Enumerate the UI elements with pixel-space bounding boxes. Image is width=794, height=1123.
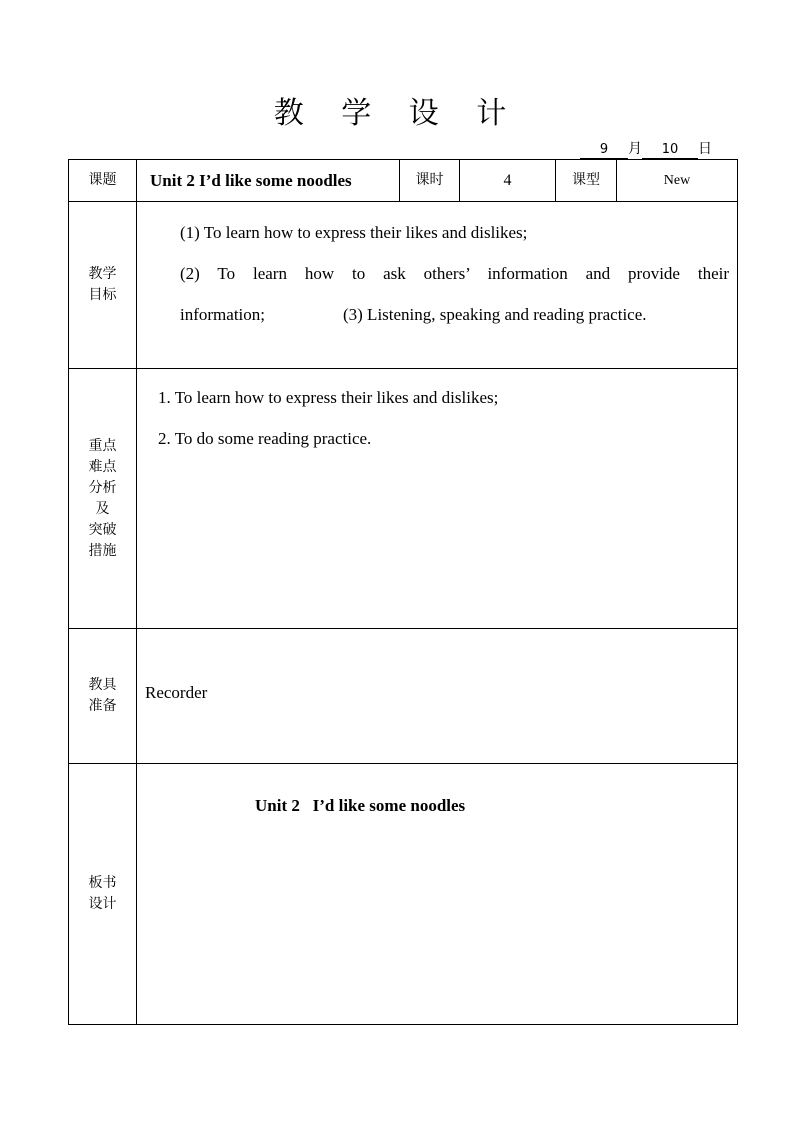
key-points-label-line: 突破 [88, 521, 117, 538]
board-cell [137, 764, 738, 1025]
goal-line: (1) To learn how to express their likes and dislikes; [180, 223, 528, 242]
period-value: 4 [460, 160, 556, 202]
tools-label [69, 629, 137, 764]
goal-line-part: information; [180, 305, 265, 324]
board-title: Unit 2 I’d like some noodles [255, 796, 466, 815]
board-row [69, 764, 738, 1025]
key-point-item: 1. To learn how to express their likes and dislikes; [158, 388, 499, 407]
key-points-label-line: 分析 [88, 479, 117, 496]
key-points-label-line: 重点 [88, 437, 117, 454]
type-label: 课型 [556, 160, 617, 202]
goals-label [69, 202, 137, 369]
topic-label: 课题 [69, 160, 137, 202]
tools-cell [137, 629, 738, 764]
goal-line [180, 294, 729, 335]
goal-line: (2) To learn how to ask others’ information and provide their [180, 264, 729, 283]
tools-label-line: 教具 [88, 677, 117, 693]
goals-label-line: 目标 [88, 287, 117, 303]
topic-value: Unit 2 I’d like some noodles [137, 160, 400, 202]
key-points-list [158, 377, 498, 459]
goal-line-part: (3) Listening, speaking and reading practice. [342, 305, 647, 324]
goals-label-line: 教学 [88, 266, 117, 282]
board-label-line: 板书 [88, 875, 117, 891]
key-points-cell [137, 369, 738, 629]
board-label [69, 764, 137, 1025]
lesson-plan-table [68, 159, 738, 1025]
period-label: 课时 [400, 160, 460, 202]
goals-cell [137, 202, 738, 369]
key-point-item: 2. To do some reading practice. [158, 429, 372, 448]
key-points-label-line: 难点 [88, 458, 117, 475]
date-month-label: 月 [628, 141, 642, 157]
date-day-label: 日 [698, 141, 712, 157]
date-month: 9 [580, 142, 628, 159]
goals-row [69, 202, 738, 369]
key-points-row [69, 369, 738, 629]
board-label-line: 设计 [88, 896, 117, 912]
type-value: New [617, 160, 738, 202]
date-day: 10 [642, 142, 698, 159]
tools-label-line: 准备 [88, 698, 117, 714]
document-title: 教 学 设 计 [273, 96, 521, 131]
date-line [580, 138, 712, 159]
key-points-label [69, 369, 137, 629]
key-points-label-line: 措施 [88, 542, 117, 559]
goals-text [180, 212, 729, 335]
tools-value: Recorder [145, 683, 208, 702]
tools-row [69, 629, 738, 764]
key-points-label-line: 及 [95, 500, 110, 517]
header-row [69, 160, 738, 202]
